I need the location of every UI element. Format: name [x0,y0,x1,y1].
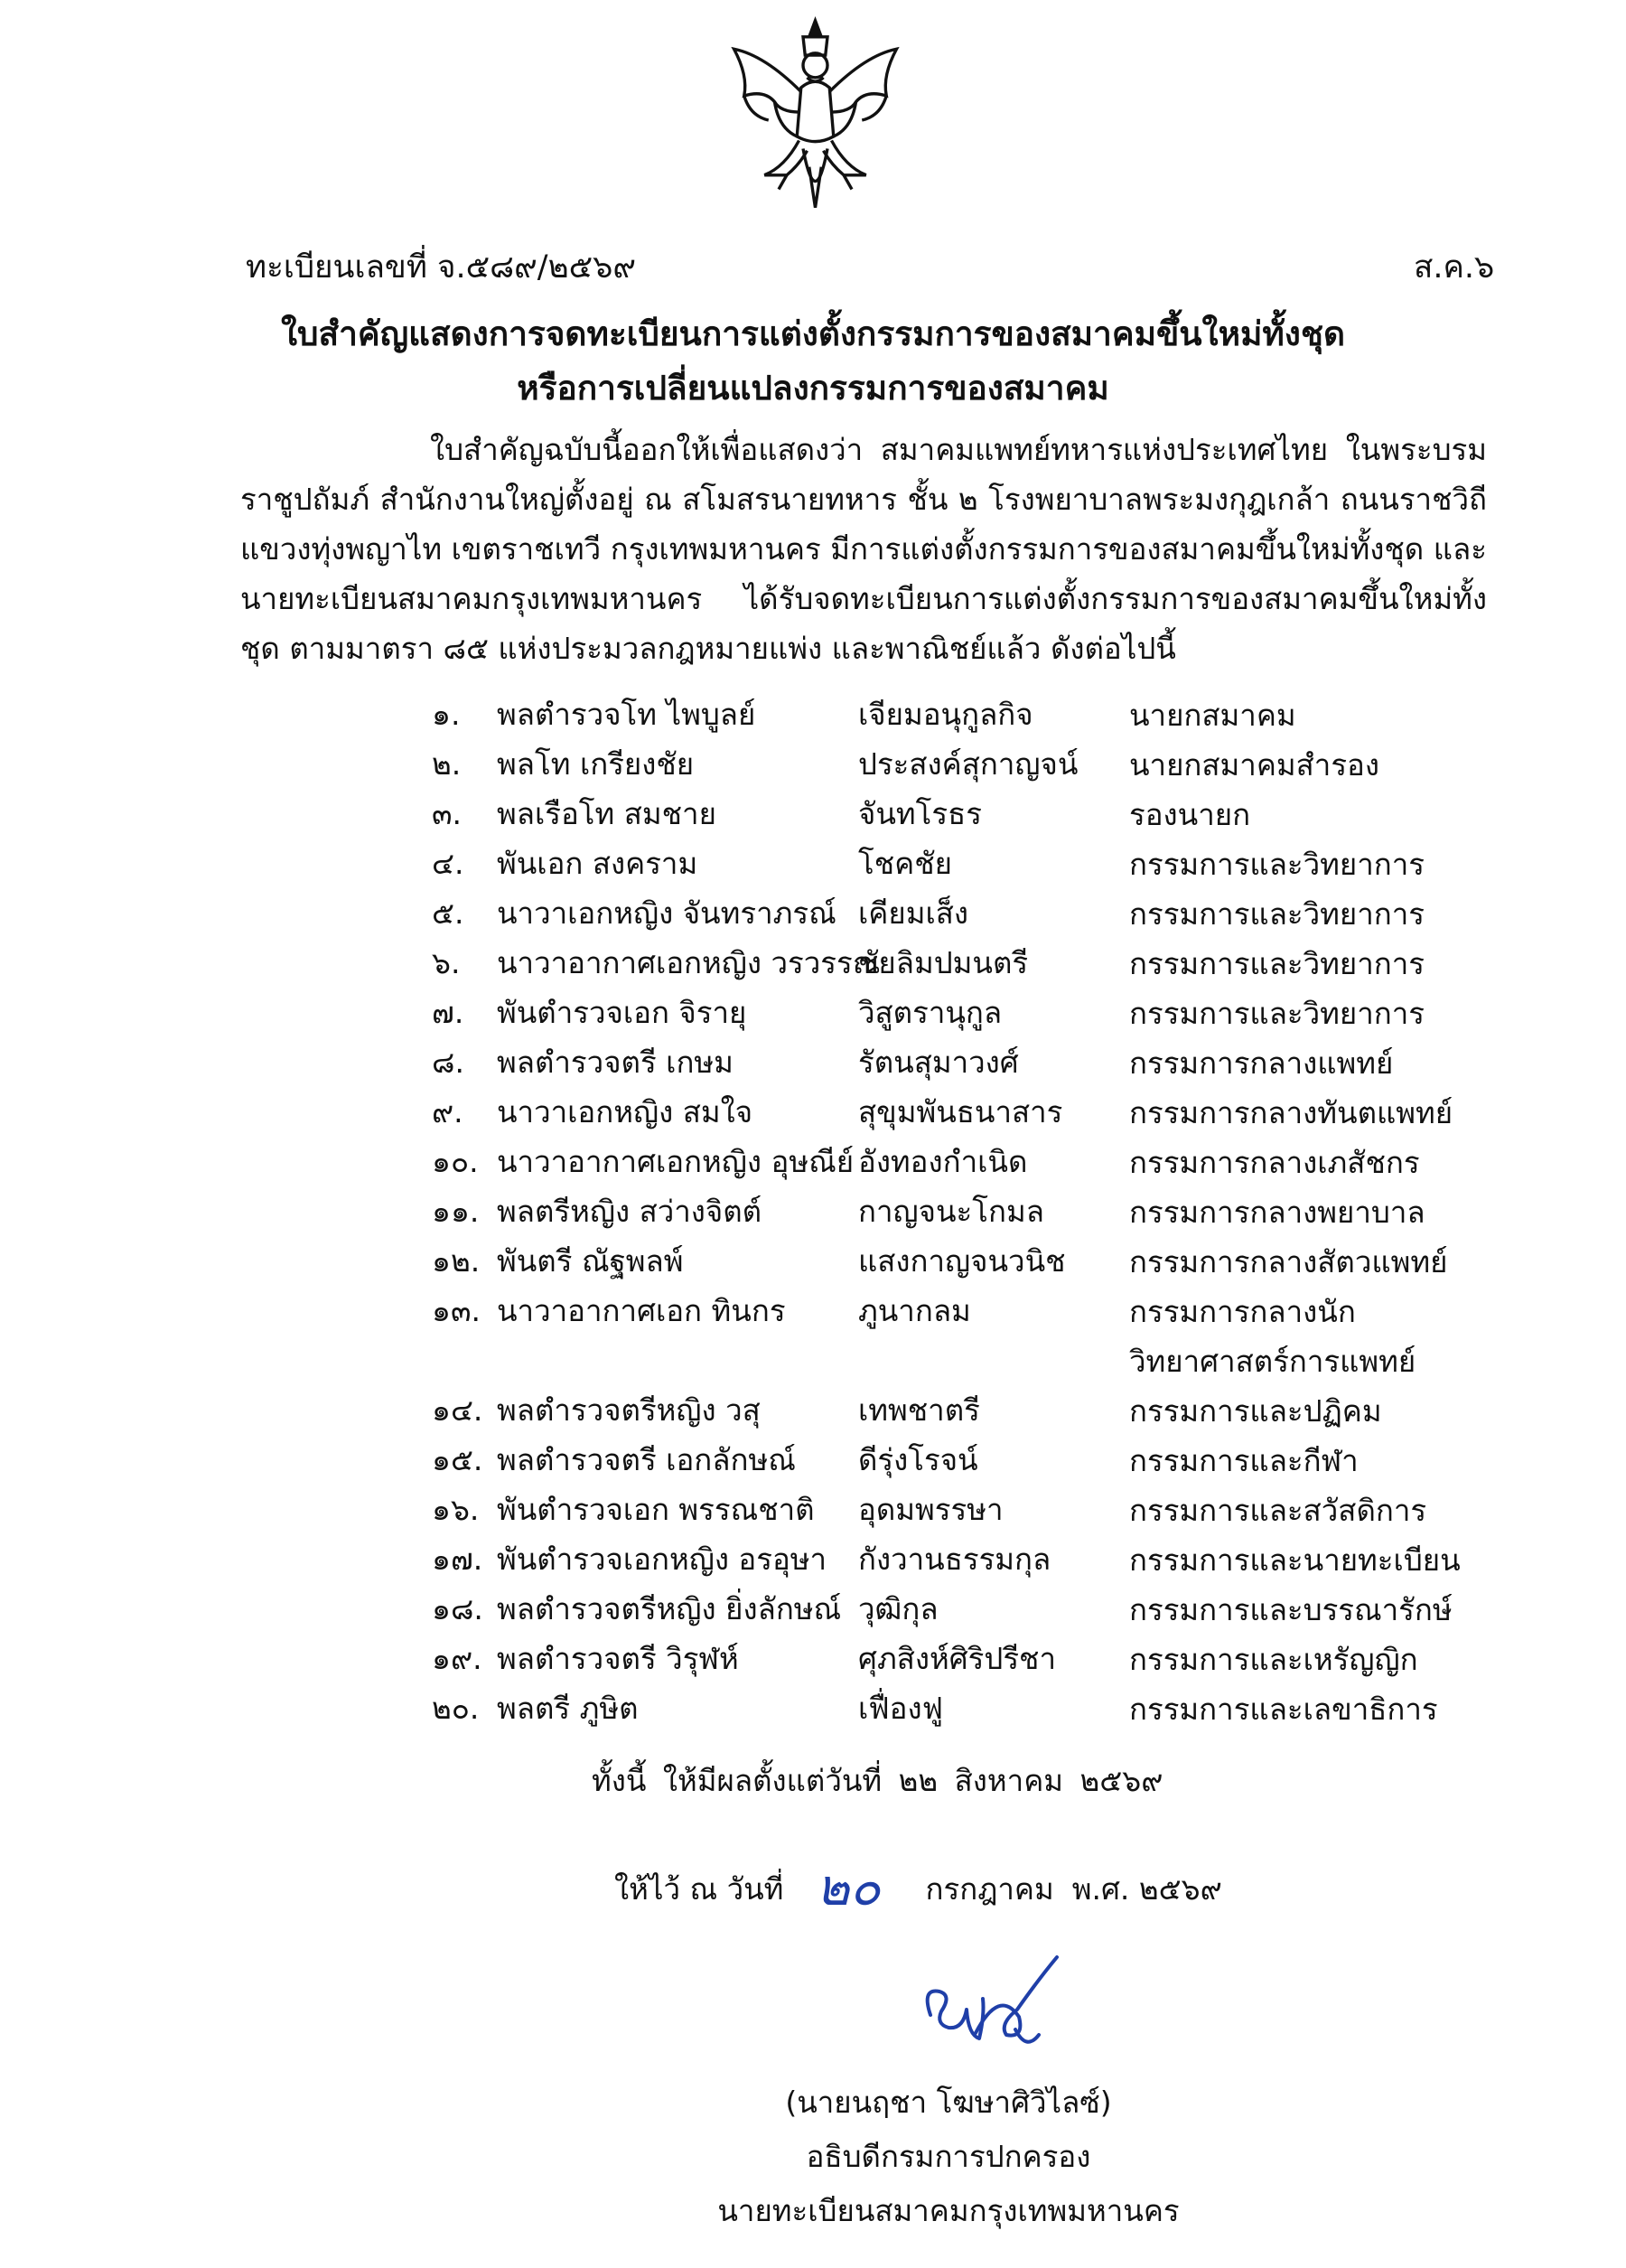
member-surname: เคียมเส็ง [858,895,968,931]
member-row [0,1187,1626,1237]
member-row [0,1485,1626,1535]
member-position: รองนายก [1129,797,1251,832]
member-given-name: พันตรี ณัฐพลพ์ [497,1243,684,1279]
member-row [0,1386,1626,1436]
member-row [0,690,1626,740]
signatory-name: (นายนฤชา โฆษาศิวิไลซ์) [785,2085,1112,2120]
member-number: ๕. [432,895,464,931]
member-number: ๑๐. [432,1144,479,1179]
member-given-name: พันเอก สงคราม [497,846,698,881]
member-number: ๑๑. [432,1194,480,1229]
registration-number: ทะเบียนเลขที่ จ.๕๘๙/๒๕๖๙ [246,249,636,286]
member-position: กรรมการและปฏิคม [1129,1393,1382,1429]
member-surname: ศุภสิงห์ศิริปรีชา [858,1641,1056,1676]
member-surname: ภูนากลม [858,1293,971,1328]
member-position: กรรมการและวิทยาการ [1129,996,1425,1031]
member-given-name: พลตำรวจตรีหญิง ยิ่งลักษณ์ [497,1591,842,1626]
member-row [0,1237,1626,1287]
member-given-name: นาวาอากาศเอกหญิง อุษณีย์ [497,1144,855,1179]
member-surname: จันทโรธร [858,796,982,831]
member-given-name: พันตำรวจเอก พรรณชาติ [497,1492,815,1527]
member-row [0,1684,1626,1734]
document-title: ใบสำคัญแสดงการจดทะเบียนการแต่งตั้งกรรมการของสมาคมขึ้นใหม่ทั้งชุด [280,314,1346,353]
given-on-prefix: ให้ไว้ ณ วันที่ [614,1871,784,1907]
member-surname: วุฒิกุล [858,1591,939,1626]
member-surname: กาญจนะโกมล [858,1194,1044,1229]
member-surname: โชคชัย [858,846,952,881]
body-text: ใบสำคัญฉบับนี้ออกให้เพื่อแสดงว่า สมาคมแพทย์ทหารแห่งประเทศไทย ในพระบรมราชูปถัมภ์ สำนักงานใหญ่ตั้งอยู่ ณ สโมสรนายทหาร ชั้น ๒ โรงพยาบาลพระมงกุฎเกล้า ถนนราชวิถี แขวงทุ่งพญาไท เขตราชเทวี กรุงเทพมหานคร มีการแต่งตั้งกรรมการของสมาคมขึ้นใหม่ทั้งชุด และนายทะเบียนสมาคมกรุงเทพมหานคร ได้รับจดทะเบียนการแต่งตั้งกรรมการของสมาคมขึ้นใหม่ทั้งชุด ตามมาตรา ๘๕ แห่งประมวลกฎหมายแพ่ง และพาณิชย์แล้ว ดังต่อไปนี้ [240,432,1487,666]
member-row [0,1138,1626,1187]
member-number: ๓. [432,796,463,831]
member-position: กรรมการกลางสัตวแพทย์ [1129,1244,1448,1279]
member-row [0,1585,1626,1635]
member-given-name: นาวาอากาศเอก ทินกร [497,1293,786,1328]
member-surname: อุดมพรรษา [858,1492,1004,1527]
member-position: นายกสมาคมสำรอง [1129,747,1379,783]
member-row [0,889,1626,939]
member-position: กรรมการและบรรณารักษ์ [1129,1592,1453,1627]
member-number: ๔. [432,846,464,881]
member-surname: ดีรุ่งโรจน์ [858,1442,978,1477]
member-number: ๑๓. [432,1293,481,1328]
member-number: ๑๒. [432,1243,481,1279]
member-row [0,1088,1626,1138]
member-number: ๙. [432,1094,463,1129]
member-position: กรรมการและวิทยาการ [1129,896,1425,932]
member-position: กรรมการกลางแพทย์ [1129,1045,1394,1081]
member-given-name: นาวาเอกหญิง สมใจ [497,1094,753,1129]
member-given-name: พันตำรวจเอก จิรายุ [497,995,747,1030]
document-subtitle: หรือการเปลี่ยนแปลงกรรมการของสมาคม [517,369,1109,408]
given-year: พ.ศ. ๒๕๖๙ [1071,1871,1222,1907]
member-given-name: พลตรี ภูษิต [497,1691,639,1726]
member-given-name: พลตรีหญิง สว่างจิตต์ [497,1194,762,1229]
member-row [0,939,1626,989]
member-surname: เทพชาตรี [858,1392,980,1428]
member-position: กรรมการกลางทันตแพทย์ [1129,1095,1453,1130]
garuda-emblem [714,14,917,218]
member-number: ๑๗. [432,1542,483,1577]
member-surname: วิสูตรานุกูล [858,995,1003,1030]
member-position: กรรมการและวิทยาการ [1129,946,1425,981]
member-surname: แสงกาญจนวนิช [858,1243,1066,1279]
member-given-name: พลตำรวจตรี เกษม [497,1045,734,1080]
signatory-role: นายทะเบียนสมาคมกรุงเทพมหานคร [717,2193,1180,2228]
member-number: ๑๖. [432,1492,480,1527]
member-number: ๗. [432,995,464,1030]
member-given-name: พลตำรวจตรี วิรุฬห์ [497,1641,739,1676]
member-position: กรรมการและกีฬา [1129,1443,1359,1478]
member-number: ๑. [432,697,461,732]
member-row [0,740,1626,790]
member-given-name: พลโท เกรียงชัย [497,746,695,782]
member-position: นายกสมาคม [1129,698,1296,733]
body-paragraph [240,425,1487,673]
given-month: กรกฎาคม [925,1871,1054,1907]
member-row [0,1436,1626,1485]
member-number: ๑๙. [432,1641,482,1676]
member-number: ๑๕. [432,1442,483,1477]
member-row [0,839,1626,889]
member-row [0,1635,1626,1684]
member-position: กรรมการกลางพยาบาล [1129,1195,1425,1230]
member-position: กรรมการและวิทยาการ [1129,847,1425,882]
handwritten-signature [912,1952,1075,2069]
member-given-name: พลเรือโท สมชาย [497,796,716,831]
member-position: กรรมการและนายทะเบียน [1129,1542,1461,1578]
member-number: ๖. [432,945,461,980]
member-given-name: พลตำรวจตรี เอกลักษณ์ [497,1442,796,1477]
signatory-title: อธิบดีกรมการปกครอง [806,2139,1091,2174]
given-on-line [614,1842,1222,1922]
member-given-name: พันตำรวจเอกหญิง อรอุษา [497,1542,827,1577]
member-number: ๑๘. [432,1591,483,1626]
member-position: กรรมการและสวัสดิการ [1129,1493,1427,1528]
member-position: กรรมการและเหรัญญิก [1129,1642,1418,1677]
member-given-name: นาวาเอกหญิง จันทราภรณ์ [497,895,836,931]
member-position: กรรมการกลางนักวิทยาศาสตร์การแพทย์ [1129,1294,1416,1379]
member-surname: ประสงค์สุกาญจน์ [858,746,1079,782]
form-code: ส.ค.๖ [1414,249,1495,286]
member-surname: รัตนสุมาวงศ์ [858,1045,1019,1080]
member-number: ๑๔. [432,1392,483,1428]
member-surname: อังทองกำเนิด [858,1144,1028,1179]
member-given-name: นาวาอากาศเอกหญิง วรวรรณ [497,945,881,980]
member-number: ๘. [432,1045,464,1080]
member-number: ๒. [432,746,462,782]
member-surname: ชัยลิมปมนตรี [858,945,1029,980]
member-given-name: พลตำรวจตรีหญิง วสุ [497,1392,761,1428]
member-given-name: พลตำรวจโท ไพบูลย์ [497,697,756,732]
member-surname: เจียมอนุกูลกิจ [858,697,1033,732]
member-row [0,790,1626,839]
member-row [0,1038,1626,1088]
member-row [0,989,1626,1038]
given-day-handwritten: ๒๐ [816,1859,881,1917]
member-surname: เฟื่องฟู [858,1691,943,1726]
member-number: ๒๐. [432,1691,480,1726]
member-surname: สุขุมพันธนาสาร [858,1094,1063,1129]
member-row [0,1287,1626,1379]
member-position: กรรมการและเลขาธิการ [1129,1692,1438,1727]
effective-date: ทั้งนี้ ให้มีผลตั้งแต่วันที่ ๒๒ สิงหาคม ๒๕๖๙ [592,1763,1163,1798]
member-position: กรรมการกลางเภสัชกร [1129,1145,1420,1180]
member-row [0,1535,1626,1585]
member-surname: กังวานธรรมกุล [858,1542,1051,1577]
